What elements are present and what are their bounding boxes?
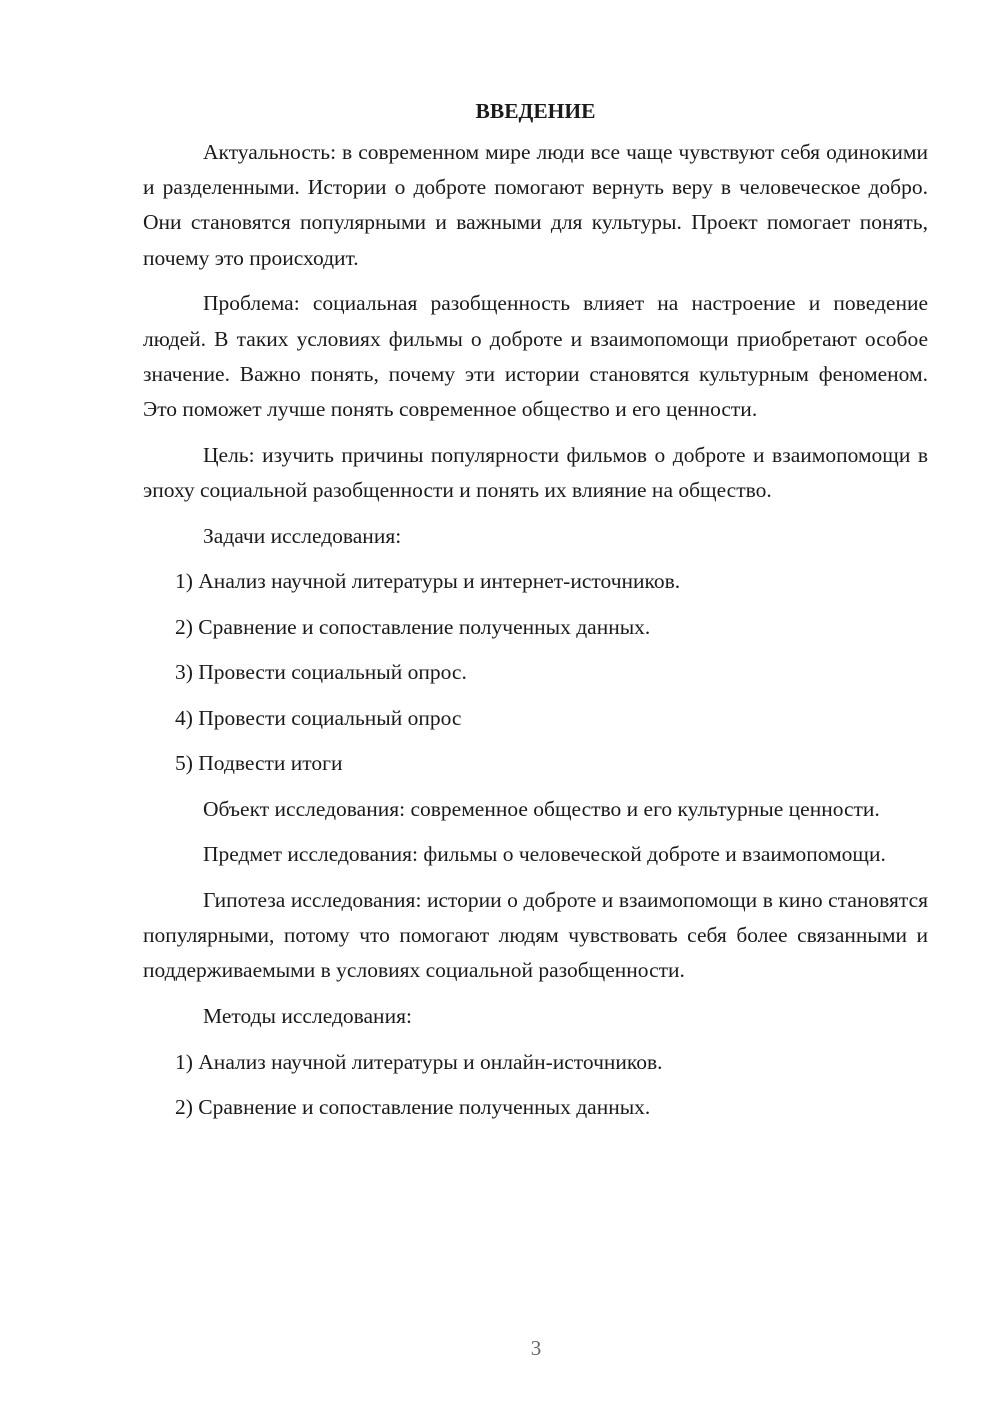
tasks-label: Задачи исследования: xyxy=(203,523,402,548)
paragraph-problem: Проблема: социальная разобщенность влияет на настроение и поведение людей. В таких условиях фильмы о доброте и взаимопомощи приобретают особое значение. Важно понять, почему эти истории становятся культурным феноменом. Это поможет лучше понять современное общество и его ценности. xyxy=(143,291,928,421)
list-item: 3) Провести социальный опрос. xyxy=(175,660,467,685)
list-item: 2) Сравнение и сопоставление полученных данных. xyxy=(175,614,651,639)
page-content xyxy=(143,94,928,1136)
list-item: 1) Анализ научной литературы и интернет-источников. xyxy=(175,569,681,594)
methods-label: Методы исследования: xyxy=(203,1004,412,1029)
paragraph-hypothesis: Гипотеза исследования: истории о доброте и взаимопомощи в кино становятся популярными, потому что помогают людям чувствовать себя более связанными и поддерживаемыми в условиях социальной разобщенности. xyxy=(143,887,928,983)
list-item: 1) Анализ научной литературы и онлайн-источников. xyxy=(175,1049,663,1074)
list-item: 4) Провести социальный опрос xyxy=(175,705,462,730)
list-item: 5) Подвести итоги xyxy=(175,751,343,776)
list-item: 2) Сравнение и сопоставление полученных данных. xyxy=(175,1095,651,1120)
page-number: 3 xyxy=(530,1336,542,1360)
section-heading: ВВЕДЕНИЕ xyxy=(475,99,596,123)
methods-list xyxy=(143,1045,928,1126)
paragraph-relevance: Актуальность: в современном мире люди все чаще чувствуют себя одинокими и разделенными. Истории о доброте помогают вернуть веру в человеческое добро. Они становятся популярными и важными для культуры. Проект помогает понять, почему это происходит. xyxy=(143,140,928,270)
paragraph-goal: Цель: изучить причины популярности фильмов о доброте и взаимопомощи в эпоху социальной разобщенности и понять их влияние на общество. xyxy=(143,442,928,502)
tasks-list xyxy=(143,564,928,781)
paragraph-object: Объект исследования: современное общество и его культурные ценности. xyxy=(203,796,880,821)
paragraph-subject: Предмет исследования: фильмы о человеческой доброте и взаимопомощи. xyxy=(203,842,886,867)
